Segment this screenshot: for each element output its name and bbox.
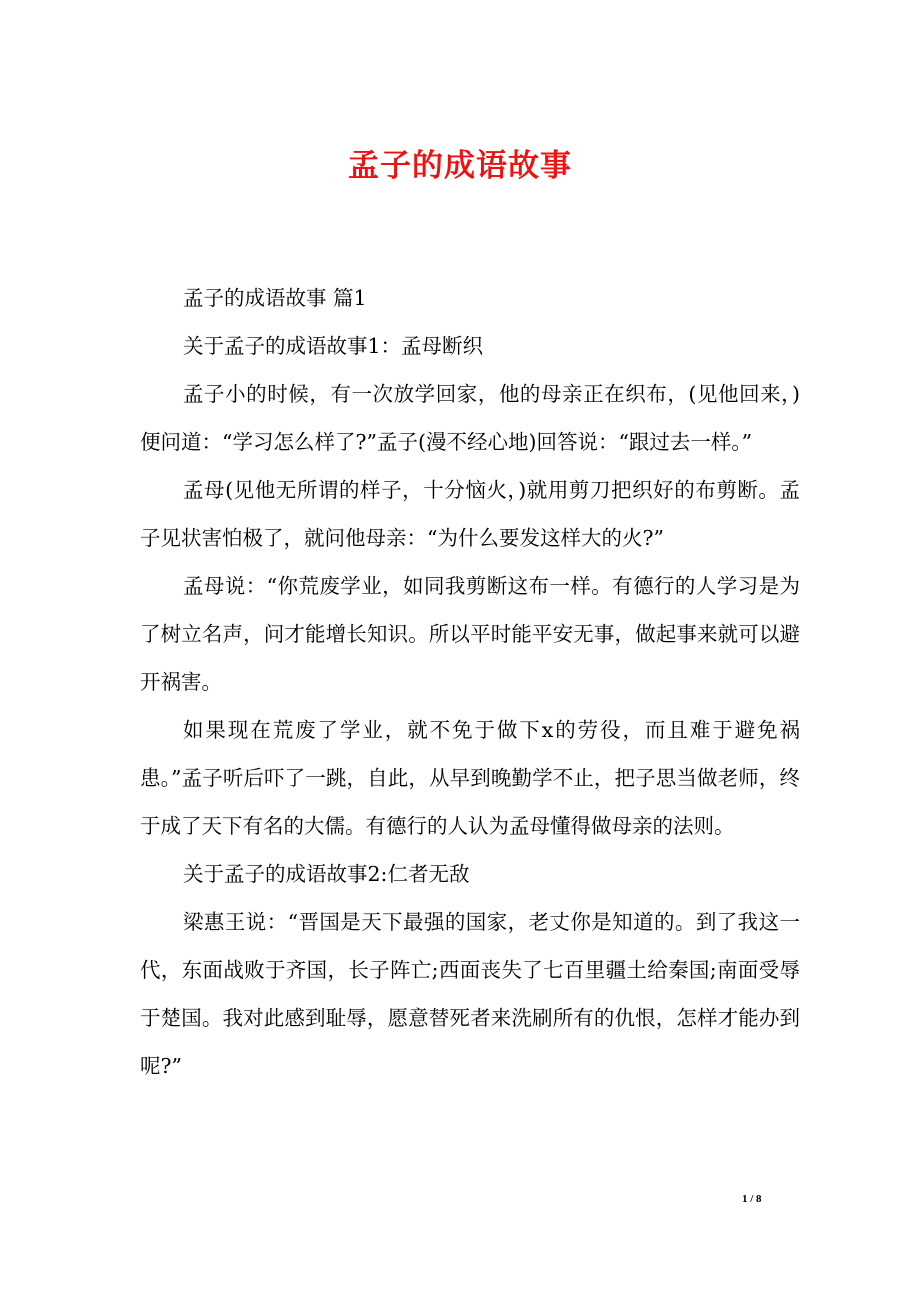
paragraph: 梁惠王说：“晋国是天下最强的国家，老丈你是知道的。到了我这一代，东面战败于齐国，长子阵亡;西面丧失了七百里疆土给秦国;南面受辱于楚国。我对此感到耻辱，愿意替死者来洗刷所有的仇恨，怎样才能办到呢?” [140,910,800,1078]
paragraph-story-1-heading: 关于孟子的成语故事1：孟母断织 [183,334,484,358]
paragraph: 孟子小的时候，有一次放学回家，他的母亲正在织布，(见他回来，)便问道：“学习怎么样了?”孟子(漫不经心地)回答说：“跟过去一样。” [140,382,800,454]
page-number: 1 / 8 [742,1193,762,1205]
document-body [140,274,800,1090]
paragraph: 如果现在荒废了学业，就不免于做下x的劳役，而且难于避免祸患。”孟子听后吓了一跳，自此，从早到晚勤学不止，把子思当做老师，终于成了天下有名的大儒。有德行的人认为孟母懂得做母亲的法则。 [140,718,800,838]
paragraph-section-heading: 孟子的成语故事 篇1 [183,286,367,310]
paragraph-story-2-heading: 关于孟子的成语故事2:仁者无敌 [183,862,470,886]
document-title: 孟子的成语故事 [348,148,572,184]
paragraph: 孟母说：“你荒废学业，如同我剪断这布一样。有德行的人学习是为了树立名声，问才能增长知识。所以平时能平安无事，做起事来就可以避开祸害。 [140,574,800,694]
paragraph: 孟母(见他无所谓的样子，十分恼火，)就用剪刀把织好的布剪断。孟子见状害怕极了，就问他母亲：“为什么要发这样大的火?” [140,478,800,550]
